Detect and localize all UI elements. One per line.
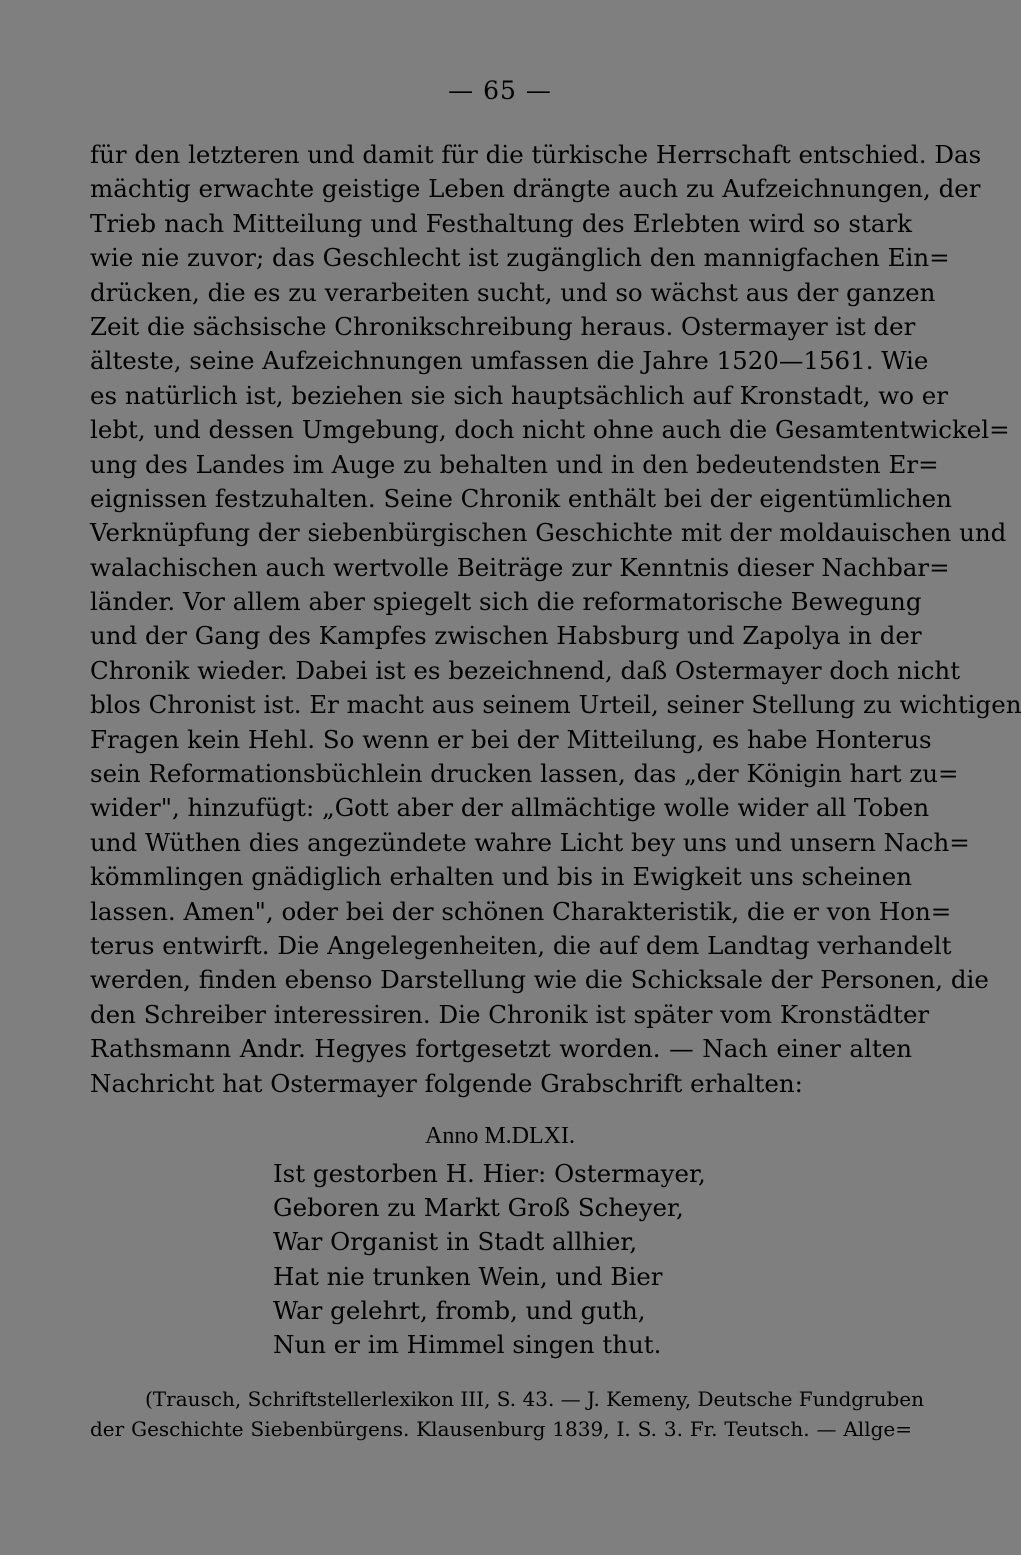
body-line: für den letzteren und damit für die türkische Herrschaft entschied. Das xyxy=(90,140,982,169)
epitaph-heading: Anno M.DLXI. xyxy=(425,1123,575,1149)
poem-line: Geboren zu Markt Groß Scheyer, xyxy=(273,1193,684,1223)
body-line: Zeit die sächsische Chronikschreibung heraus. Ostermayer ist der xyxy=(90,311,916,341)
poem-line: Ist gestorben H. Hier: Ostermayer, xyxy=(273,1159,706,1188)
body-line: kömmlingen gnädiglich erhalten und bis in Ewigkeit uns scheinen xyxy=(90,862,912,892)
body-line: lebt, und dessen Umgebung, doch nicht ohne auch die Gesamtentwickel= xyxy=(90,415,1010,445)
body-line: Trieb nach Mitteilung und Festhaltung des Erlebten wird so stark xyxy=(90,208,912,238)
body-line: älteste, seine Aufzeichnungen umfassen die Jahre 1520—1561. Wie xyxy=(90,346,929,376)
body-line: eignissen festzuhalten. Seine Chronik enthält bei der eigentümlichen xyxy=(90,483,952,513)
epitaph-poem xyxy=(273,1157,833,1362)
footnote-line: der Geschichte Siebenbürgens. Klausenburg 1839, I. S. 3. Fr. Teutsch. — Allge= xyxy=(90,1417,912,1441)
body-line: sein Reformationsbüchlein drucken lassen, das „der Königin hart zu= xyxy=(90,759,959,789)
body-line: Chronik wieder. Dabei ist es bezeichnend, daß Ostermayer doch nicht xyxy=(90,655,961,685)
body-text xyxy=(90,138,1021,1101)
poem-line: War Organist in Stadt allhier, xyxy=(273,1227,638,1257)
body-line: ung des Landes im Auge zu behalten und in den bedeutendsten Er= xyxy=(90,449,939,479)
page-number: — 65 — xyxy=(448,76,552,105)
body-line: wider", hinzufügt: „Gott aber der allmächtige wolle wider all Toben xyxy=(90,793,930,823)
poem-line: Nun er im Himmel singen thut. xyxy=(273,1329,662,1359)
body-line: und der Gang des Kampfes zwischen Habsburg und Zapolya in der xyxy=(90,621,922,651)
body-line: blos Chronist ist. Er macht aus seinem Urteil, seiner Stellung zu wichtigen xyxy=(90,690,1021,720)
body-line: Fragen kein Hehl. So wenn er bei der Mitteilung, es habe Honterus xyxy=(90,724,932,754)
body-line: werden, finden ebenso Darstellung wie die Schicksale der Personen, die xyxy=(90,965,989,995)
body-line: lassen. Amen", oder bei der schönen Charakteristik, die er von Hon= xyxy=(90,896,952,926)
body-line: Verknüpfung der siebenbürgischen Geschichte mit der moldauischen und xyxy=(90,518,1007,548)
poem-line: War gelehrt, fromb, und guth, xyxy=(273,1295,646,1325)
body-line: mächtig erwachte geistige Leben drängte auch zu Aufzeichnungen, der xyxy=(90,174,981,204)
footnote xyxy=(90,1384,925,1444)
body-line: Rathsmann Andr. Hegyes fortgesetzt worden. — Nach einer alten xyxy=(90,1034,912,1064)
footnote-line: (Trausch, Schriftstellerlexikon III, S. 43. — J. Kemeny, Deutsche Fundgruben xyxy=(145,1387,925,1411)
body-line: es natürlich ist, beziehen sie sich hauptsächlich auf Kronstadt, wo er xyxy=(90,380,949,410)
body-line: drücken, die es zu verarbeiten sucht, und so wächst aus der ganzen xyxy=(90,277,936,307)
body-line: walachischen auch wertvolle Beiträge zur Kenntnis dieser Nachbar= xyxy=(90,552,950,582)
body-line: und Wüthen dies angezündete wahre Licht bey uns und unsern Nach= xyxy=(90,827,970,857)
body-line: wie nie zuvor; das Geschlecht ist zugänglich den mannigfachen Ein= xyxy=(90,243,950,273)
body-line: Nachricht hat Ostermayer folgende Grabschrift erhalten: xyxy=(90,1068,803,1098)
body-line: länder. Vor allem aber spiegelt sich die reformatorische Bewegung xyxy=(90,587,922,617)
body-line: terus entwirft. Die Angelegenheiten, die auf dem Landtag verhandelt xyxy=(90,930,952,960)
body-line: den Schreiber interessiren. Die Chronik ist später vom Kronstädter xyxy=(90,999,930,1029)
poem-line: Hat nie trunken Wein, und Bier xyxy=(273,1261,663,1291)
